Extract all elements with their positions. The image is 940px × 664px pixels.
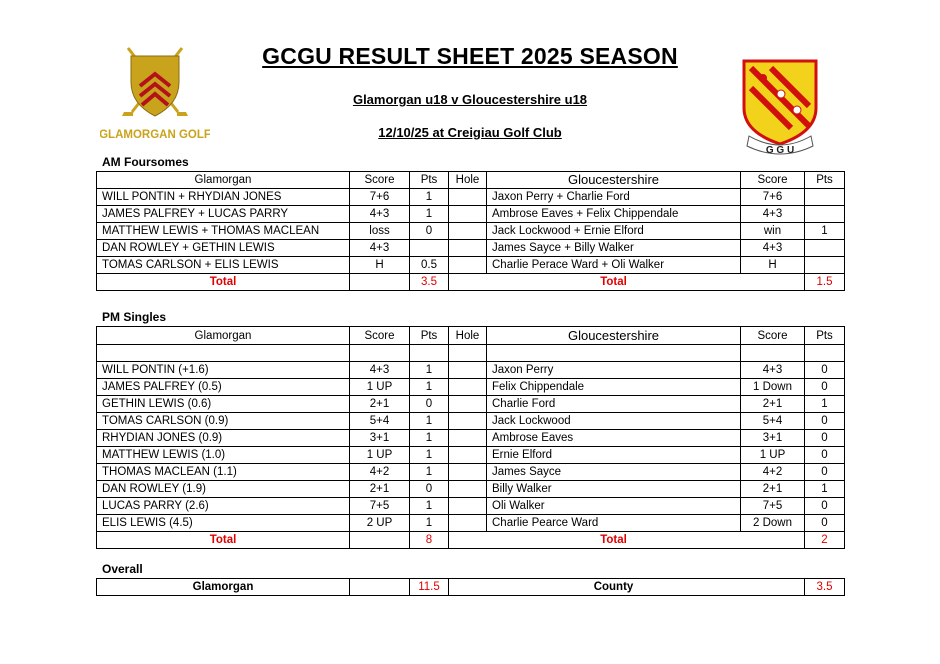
pm-glamorgan-player: JAMES PALFREY (0.5) [97,379,350,396]
pm-glamorgan-pts: 1 [410,498,449,515]
pm-gloucestershire-score: 2+1 [741,396,805,413]
am-row [97,223,845,240]
match-title: Glamorgan u18 v Gloucestershire u18 [352,92,588,107]
pm-gloucestershire-pts: 0 [805,515,845,532]
overall-table [96,578,845,596]
am-glamorgan-player: JAMES PALFREY + LUCAS PARRY [97,206,350,223]
pm-header-gloucestershire: Gloucestershire [487,327,741,345]
am-row [97,206,845,223]
pm-gloucestershire-score: 3+1 [741,430,805,447]
am-header-pts-right: Pts [805,172,845,189]
am-gloucestershire-pts [805,257,845,274]
pm-glamorgan-pts: 1 [410,379,449,396]
pm-row [97,447,845,464]
pm-header-hole: Hole [449,327,487,345]
pm-gloucestershire-score: 5+4 [741,413,805,430]
pm-glamorgan-score: 4+2 [350,464,410,481]
am-hole [449,223,487,240]
pm-gloucestershire-player: Billy Walker [487,481,741,498]
pm-glamorgan-player: THOMAS MACLEAN (1.1) [97,464,350,481]
pm-gloucestershire-player: Charlie Pearce Ward [487,515,741,532]
am-gloucestershire-player: Jack Lockwood + Ernie Elford [487,223,741,240]
overall-left-score: 11.5 [410,579,449,596]
pm-gloucestershire-pts: 0 [805,379,845,396]
pm-gloucestershire-pts: 0 [805,413,845,430]
am-gloucestershire-player: Ambrose Eaves + Felix Chippendale [487,206,741,223]
am-glamorgan-pts: 0 [410,223,449,240]
am-glamorgan-player: MATTHEW LEWIS + THOMAS MACLEAN [97,223,350,240]
am-gloucestershire-pts [805,189,845,206]
am-glamorgan-player: TOMAS CARLSON + ELIS LEWIS [97,257,350,274]
pm-glamorgan-score: 3+1 [350,430,410,447]
pm-gloucestershire-player: Ambrose Eaves [487,430,741,447]
pm-gloucestershire-player: Charlie Ford [487,396,741,413]
pm-glamorgan-score: 1 UP [350,447,410,464]
pm-glamorgan-pts: 1 [410,362,449,379]
am-glamorgan-player: DAN ROWLEY + GETHIN LEWIS [97,240,350,257]
pm-total-label-right: Total [487,532,741,549]
pm-hole [449,396,487,413]
pm-gloucestershire-score: 4+3 [741,362,805,379]
am-hole [449,240,487,257]
pm-gloucestershire-score: 7+5 [741,498,805,515]
pm-glamorgan-score: 4+3 [350,362,410,379]
pm-row [97,396,845,413]
pm-glamorgan-player: WILL PONTIN (+1.6) [97,362,350,379]
am-gloucestershire-score: win [741,223,805,240]
pm-gloucestershire-score: 2 Down [741,515,805,532]
overall-row [97,579,845,596]
pm-hole [449,498,487,515]
pm-glamorgan-score: 7+5 [350,498,410,515]
pm-glamorgan-score: 5+4 [350,413,410,430]
am-section-title: AM Foursomes [102,155,189,169]
pm-header-row [97,327,845,345]
am-gloucestershire-score: 4+3 [741,206,805,223]
am-gloucestershire-pts: 1 [805,223,845,240]
am-glamorgan-score: 4+3 [350,206,410,223]
pm-glamorgan-player: DAN ROWLEY (1.9) [97,481,350,498]
pm-row [97,464,845,481]
am-header-pts: Pts [410,172,449,189]
am-gloucestershire-score: 4+3 [741,240,805,257]
am-gloucestershire-score: H [741,257,805,274]
pm-hole [449,464,487,481]
pm-glamorgan-pts: 1 [410,413,449,430]
pm-row [97,430,845,447]
pm-gloucestershire-score: 4+2 [741,464,805,481]
pm-header-pts-right: Pts [805,327,845,345]
am-glamorgan-pts: 0.5 [410,257,449,274]
pm-glamorgan-player: GETHIN LEWIS (0.6) [97,396,350,413]
overall-right-score: 3.5 [805,579,845,596]
am-header-row [97,172,845,189]
pm-gloucestershire-player: Jack Lockwood [487,413,741,430]
pm-total-left: 8 [410,532,449,549]
am-total-label-right: Total [487,274,741,291]
overall-right-label: County [487,579,741,596]
pm-gloucestershire-score: 2+1 [741,481,805,498]
date-venue: 12/10/25 at Creigiau Golf Club [378,125,562,140]
pm-singles-table [96,326,845,549]
pm-header-pts: Pts [410,327,449,345]
pm-glamorgan-player: TOMAS CARLSON (0.9) [97,413,350,430]
pm-gloucestershire-pts: 1 [805,481,845,498]
pm-gloucestershire-pts: 0 [805,362,845,379]
pm-gloucestershire-player: Jaxon Perry [487,362,741,379]
glamorgan-golf-logo [100,46,210,146]
pm-glamorgan-player: LUCAS PARRY (2.6) [97,498,350,515]
am-glamorgan-score: H [350,257,410,274]
am-gloucestershire-player: James Sayce + Billy Walker [487,240,741,257]
pm-gloucestershire-pts: 0 [805,430,845,447]
pm-hole [449,362,487,379]
pm-glamorgan-player: MATTHEW LEWIS (1.0) [97,447,350,464]
pm-total-right: 2 [805,532,845,549]
pm-glamorgan-pts: 0 [410,481,449,498]
am-total-left: 3.5 [410,274,449,291]
am-header-score-right: Score [741,172,805,189]
pm-glamorgan-player: ELIS LEWIS (4.5) [97,515,350,532]
pm-row [97,413,845,430]
pm-spacer-row [97,345,845,362]
am-gloucestershire-pts [805,206,845,223]
pm-row [97,498,845,515]
am-gloucestershire-player: Jaxon Perry + Charlie Ford [487,189,741,206]
pm-gloucestershire-pts: 0 [805,464,845,481]
pm-header-glamorgan: Glamorgan [97,327,350,345]
pm-row [97,515,845,532]
pm-glamorgan-score: 1 UP [350,379,410,396]
am-gloucestershire-score: 7+6 [741,189,805,206]
ggu-crest-logo [741,58,819,158]
pm-total-row [97,532,845,549]
am-row [97,189,845,206]
pm-gloucestershire-pts: 0 [805,498,845,515]
ggu-crest-text: G G U [765,145,795,156]
am-header-hole: Hole [449,172,487,189]
sheet-title: GCGU RESULT SHEET 2025 SEASON [262,43,678,69]
am-header-glamorgan: Glamorgan [97,172,350,189]
am-row [97,240,845,257]
pm-gloucestershire-score: 1 Down [741,379,805,396]
pm-header-score-right: Score [741,327,805,345]
pm-header-score: Score [350,327,410,345]
am-glamorgan-score: loss [350,223,410,240]
pm-row [97,362,845,379]
pm-hole [449,413,487,430]
am-glamorgan-pts [410,240,449,257]
pm-hole [449,447,487,464]
am-total-row [97,274,845,291]
pm-glamorgan-pts: 1 [410,447,449,464]
am-row [97,257,845,274]
pm-gloucestershire-pts: 0 [805,447,845,464]
pm-glamorgan-pts: 1 [410,515,449,532]
pm-hole [449,481,487,498]
pm-row [97,379,845,396]
am-glamorgan-score: 4+3 [350,240,410,257]
pm-glamorgan-pts: 1 [410,430,449,447]
pm-glamorgan-pts: 1 [410,464,449,481]
pm-glamorgan-score: 2+1 [350,481,410,498]
pm-row [97,481,845,498]
am-glamorgan-score: 7+6 [350,189,410,206]
am-header-score: Score [350,172,410,189]
pm-gloucestershire-player: Ernie Elford [487,447,741,464]
pm-gloucestershire-pts: 1 [805,396,845,413]
am-glamorgan-pts: 1 [410,206,449,223]
am-header-gloucestershire: Gloucestershire [487,172,741,189]
am-foursomes-table [96,171,845,291]
am-gloucestershire-player: Charlie Perace Ward + Oli Walker [487,257,741,274]
pm-glamorgan-score: 2+1 [350,396,410,413]
pm-total-label-left: Total [97,532,350,549]
am-total-label-left: Total [97,274,350,291]
pm-glamorgan-score: 2 UP [350,515,410,532]
am-glamorgan-pts: 1 [410,189,449,206]
am-glamorgan-player: WILL PONTIN + RHYDIAN JONES [97,189,350,206]
pm-hole [449,430,487,447]
am-total-right: 1.5 [805,274,845,291]
pm-gloucestershire-player: Felix Chippendale [487,379,741,396]
pm-gloucestershire-score: 1 UP [741,447,805,464]
overall-section-title: Overall [102,562,143,576]
overall-left-label: Glamorgan [97,579,350,596]
pm-gloucestershire-player: James Sayce [487,464,741,481]
pm-glamorgan-pts: 0 [410,396,449,413]
am-gloucestershire-pts [805,240,845,257]
pm-hole [449,379,487,396]
am-hole [449,257,487,274]
am-hole [449,189,487,206]
pm-gloucestershire-player: Oli Walker [487,498,741,515]
am-hole [449,206,487,223]
glamorgan-golf-logo-text: GLAMORGAN GOLF [100,129,210,141]
pm-glamorgan-player: RHYDIAN JONES (0.9) [97,430,350,447]
pm-section-title: PM Singles [102,310,167,324]
pm-hole [449,515,487,532]
